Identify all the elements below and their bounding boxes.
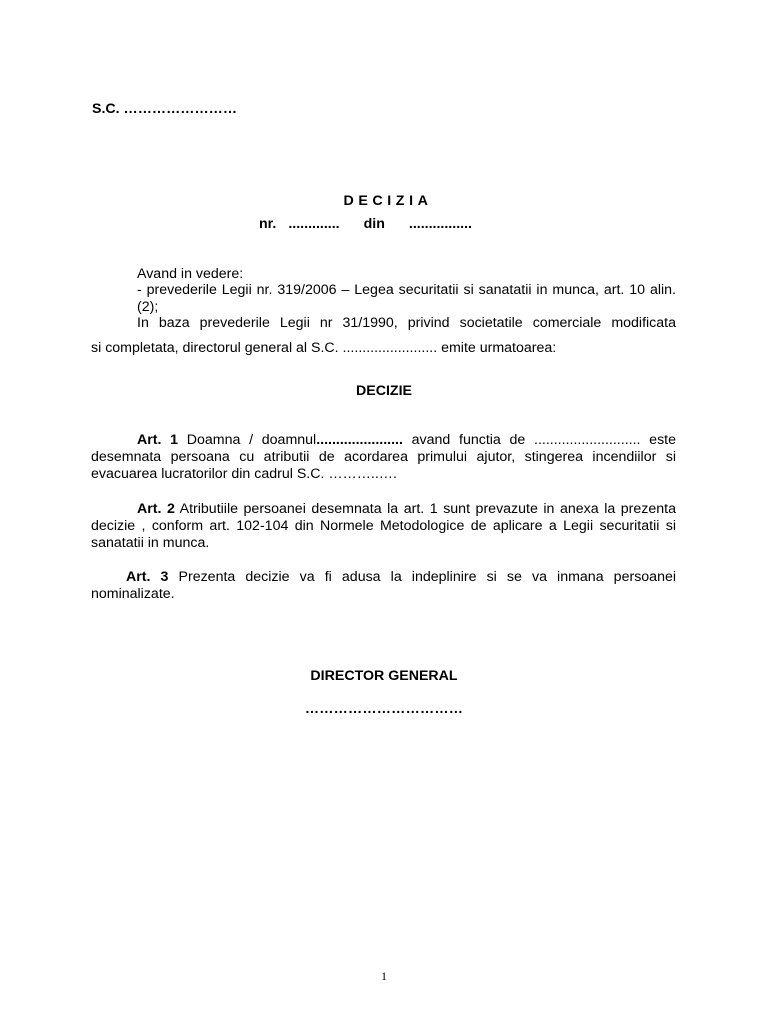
- article-1-label: Art. 1: [137, 432, 179, 448]
- din-value: ................: [408, 216, 472, 232]
- nr-label: nr.: [259, 216, 277, 232]
- article-1-text-b: avand functia de ........................... este desemnata persoana cu atributii de acordarea primului ajutor, stingerea incendiilor si evacuarea lucratorilor din cadrul S.C. ………..….: [91, 432, 676, 482]
- article-1: [91, 432, 676, 483]
- article-3: [91, 569, 676, 603]
- nr-value: .............: [288, 216, 340, 232]
- article-3-text: Prezenta decizie va fi adusa la indeplinire si se va inmana persoanei nominalizate.: [91, 569, 676, 602]
- article-3-label: Art. 3: [126, 569, 169, 585]
- article-2-label: Art. 2: [137, 501, 175, 517]
- considerations-intro: Avand in vedere:: [137, 266, 244, 282]
- decision-heading: DECIZIE: [356, 383, 412, 399]
- document-title: DECIZIA: [343, 193, 433, 209]
- considerations-law-31-line2: si completata, directorul general al S.C. ........................ emite urmatoarea:: [91, 340, 557, 356]
- considerations-law-319: [91, 282, 676, 316]
- article-1-name-blank: ......................: [316, 432, 403, 448]
- signature-title: DIRECTOR GENERAL: [310, 668, 458, 684]
- din-label: din: [363, 216, 385, 232]
- considerations-law-31-line1: In baza prevederile Legii nr 31/1990, privind societatile comerciale modificata: [137, 315, 676, 331]
- considerations-law-319-text: - prevederile Legii nr. 319/2006 – Legea securitatii si sanatatii in munca, art. 10 alin. (2);: [137, 282, 676, 315]
- signature-line: ……………………………: [304, 701, 464, 717]
- article-2-text: Atributiile persoanei desemnata la art. 1 sunt prevazute in anexa la prezenta decizie , conform art. 102-104 din Normele Metodologice de aplicare a Legii securitatii si sanatatii in munca.: [91, 501, 676, 551]
- page-number: 1: [381, 969, 387, 983]
- article-2: [91, 501, 676, 552]
- article-1-text-a: Doamna / doamnul: [178, 432, 317, 448]
- company-placeholder: S.C. ……………………: [92, 101, 238, 117]
- decision-number-line: [259, 216, 472, 233]
